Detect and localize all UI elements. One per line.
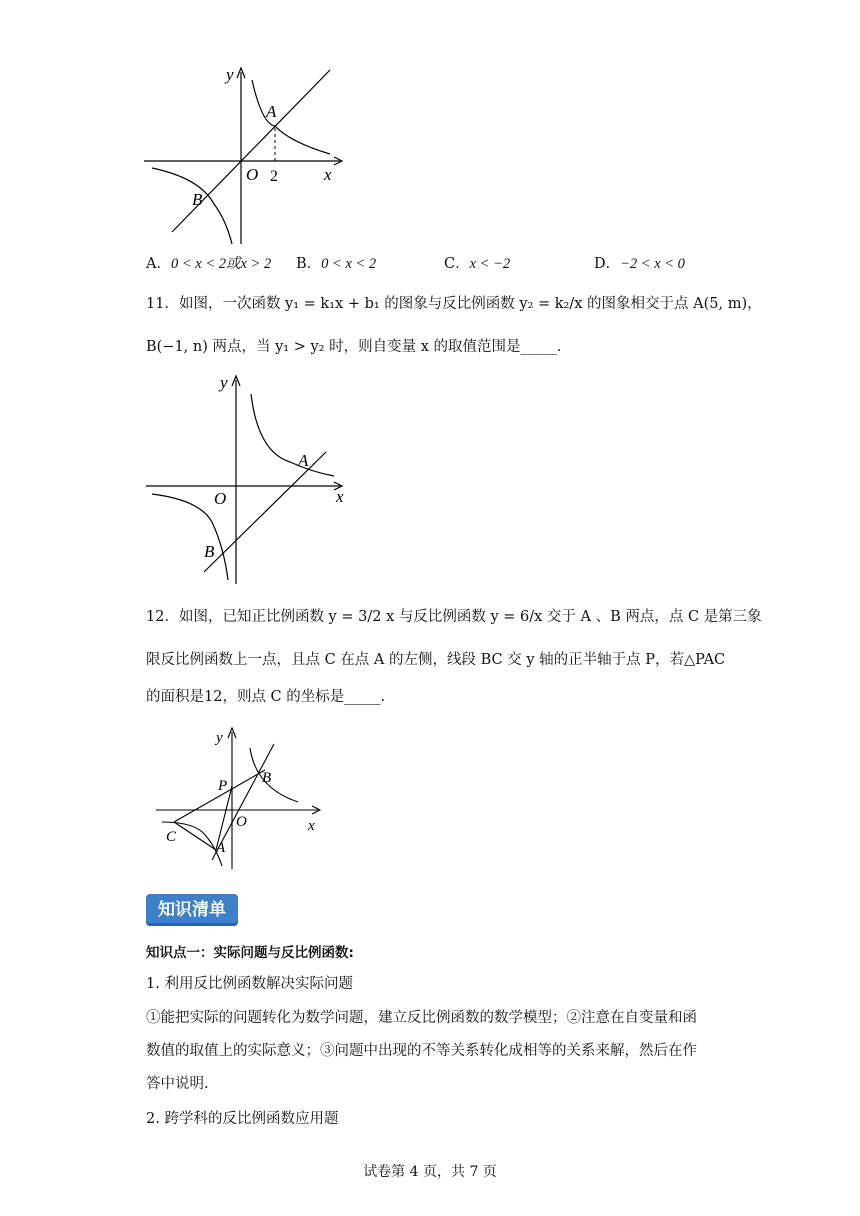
q10-option-d-letter: D． <box>594 256 621 272</box>
q10-label-a: A <box>266 102 277 121</box>
q10-option-d-text: −2 < x < 0 <box>620 256 685 272</box>
q11-line-2: B(−1, n) 两点，当 y₁ > y₂ 时，则自变量 x 的取值范围是_____. <box>146 339 562 355</box>
q10-figure <box>140 62 350 252</box>
q12-label-x: x <box>308 818 315 834</box>
q10-option-b-text: 0 < x < 2 <box>321 256 377 272</box>
q12-label-c: C <box>166 829 177 845</box>
q12-line-3: 的面积是12，则点 C 的坐标是_____. <box>146 689 386 705</box>
q10-option-a-letter: A． <box>146 256 171 272</box>
q10-option-b <box>296 254 376 274</box>
q12-label-b: B <box>262 770 272 786</box>
page-footer: 试卷第 4 页，共 7 页 <box>363 1164 497 1180</box>
knowledge-badge: 知识清单 <box>146 894 238 926</box>
q12-line-2: 限反比例函数上一点，且点 C 在点 A 的左侧，线段 BC 交 y 轴的正半轴于点 P，若△PAC <box>146 652 726 668</box>
knowledge-heading: 知识点一：实际问题与反比例函数: <box>146 945 354 961</box>
q12-line-1: 12．如图，已知正比例函数 y = 3/2 x 与反比例函数 y = 6/x 交于 A 、B 两点，点 C 是第三象 <box>146 609 762 625</box>
q10-label-two: 2 <box>270 168 278 185</box>
q12-label-p: P <box>218 778 228 794</box>
knowledge-para-line-1: ①能把实际的问题转化为数学问题，建立反比例函数的数学模型；②注意在自变量和函 <box>146 1010 697 1026</box>
q10-label-o: O <box>246 165 259 184</box>
q10-label-b: B <box>192 190 203 209</box>
q12-label-y: y <box>216 730 223 746</box>
q10-label-x: x <box>324 165 332 184</box>
knowledge-item-1: 1. 利用反比例函数解决实际问题 <box>146 976 353 992</box>
q12-label-o: O <box>236 814 247 830</box>
q11-figure <box>140 372 355 587</box>
q10-option-b-letter: B． <box>296 256 322 272</box>
q10-option-c-letter: C． <box>444 256 470 272</box>
q10-option-c-text: x < −2 <box>469 256 511 272</box>
q11-label-b: B <box>204 542 215 561</box>
q10-option-a-text: 0 < x < 2或x > 2 <box>170 256 272 272</box>
q10-option-d <box>594 254 685 274</box>
q12-label-a: A <box>216 840 226 856</box>
q11-label-y: y <box>220 373 228 392</box>
q11-label-o: O <box>214 489 227 508</box>
knowledge-item-2: 2. 跨学科的反比例函数应用题 <box>146 1111 339 1127</box>
knowledge-para-line-3: 答中说明. <box>146 1076 209 1092</box>
knowledge-para-line-2: 数值的取值上的实际意义；③问题中出现的不等关系转化成相等的关系来解，然后在作 <box>146 1043 697 1059</box>
q12-figure <box>150 724 330 874</box>
q10-option-a <box>146 254 271 274</box>
q10-label-y: y <box>226 65 234 84</box>
q10-option-c <box>444 254 510 274</box>
q11-label-x: x <box>336 487 344 506</box>
q11-label-a: A <box>298 451 309 470</box>
q11-line-1: 11．如图，一次函数 y₁ = k₁x + b₁ 的图象与反比例函数 y₂ = k₂/x 的图象相交于点 A(5, m)， <box>146 296 762 312</box>
